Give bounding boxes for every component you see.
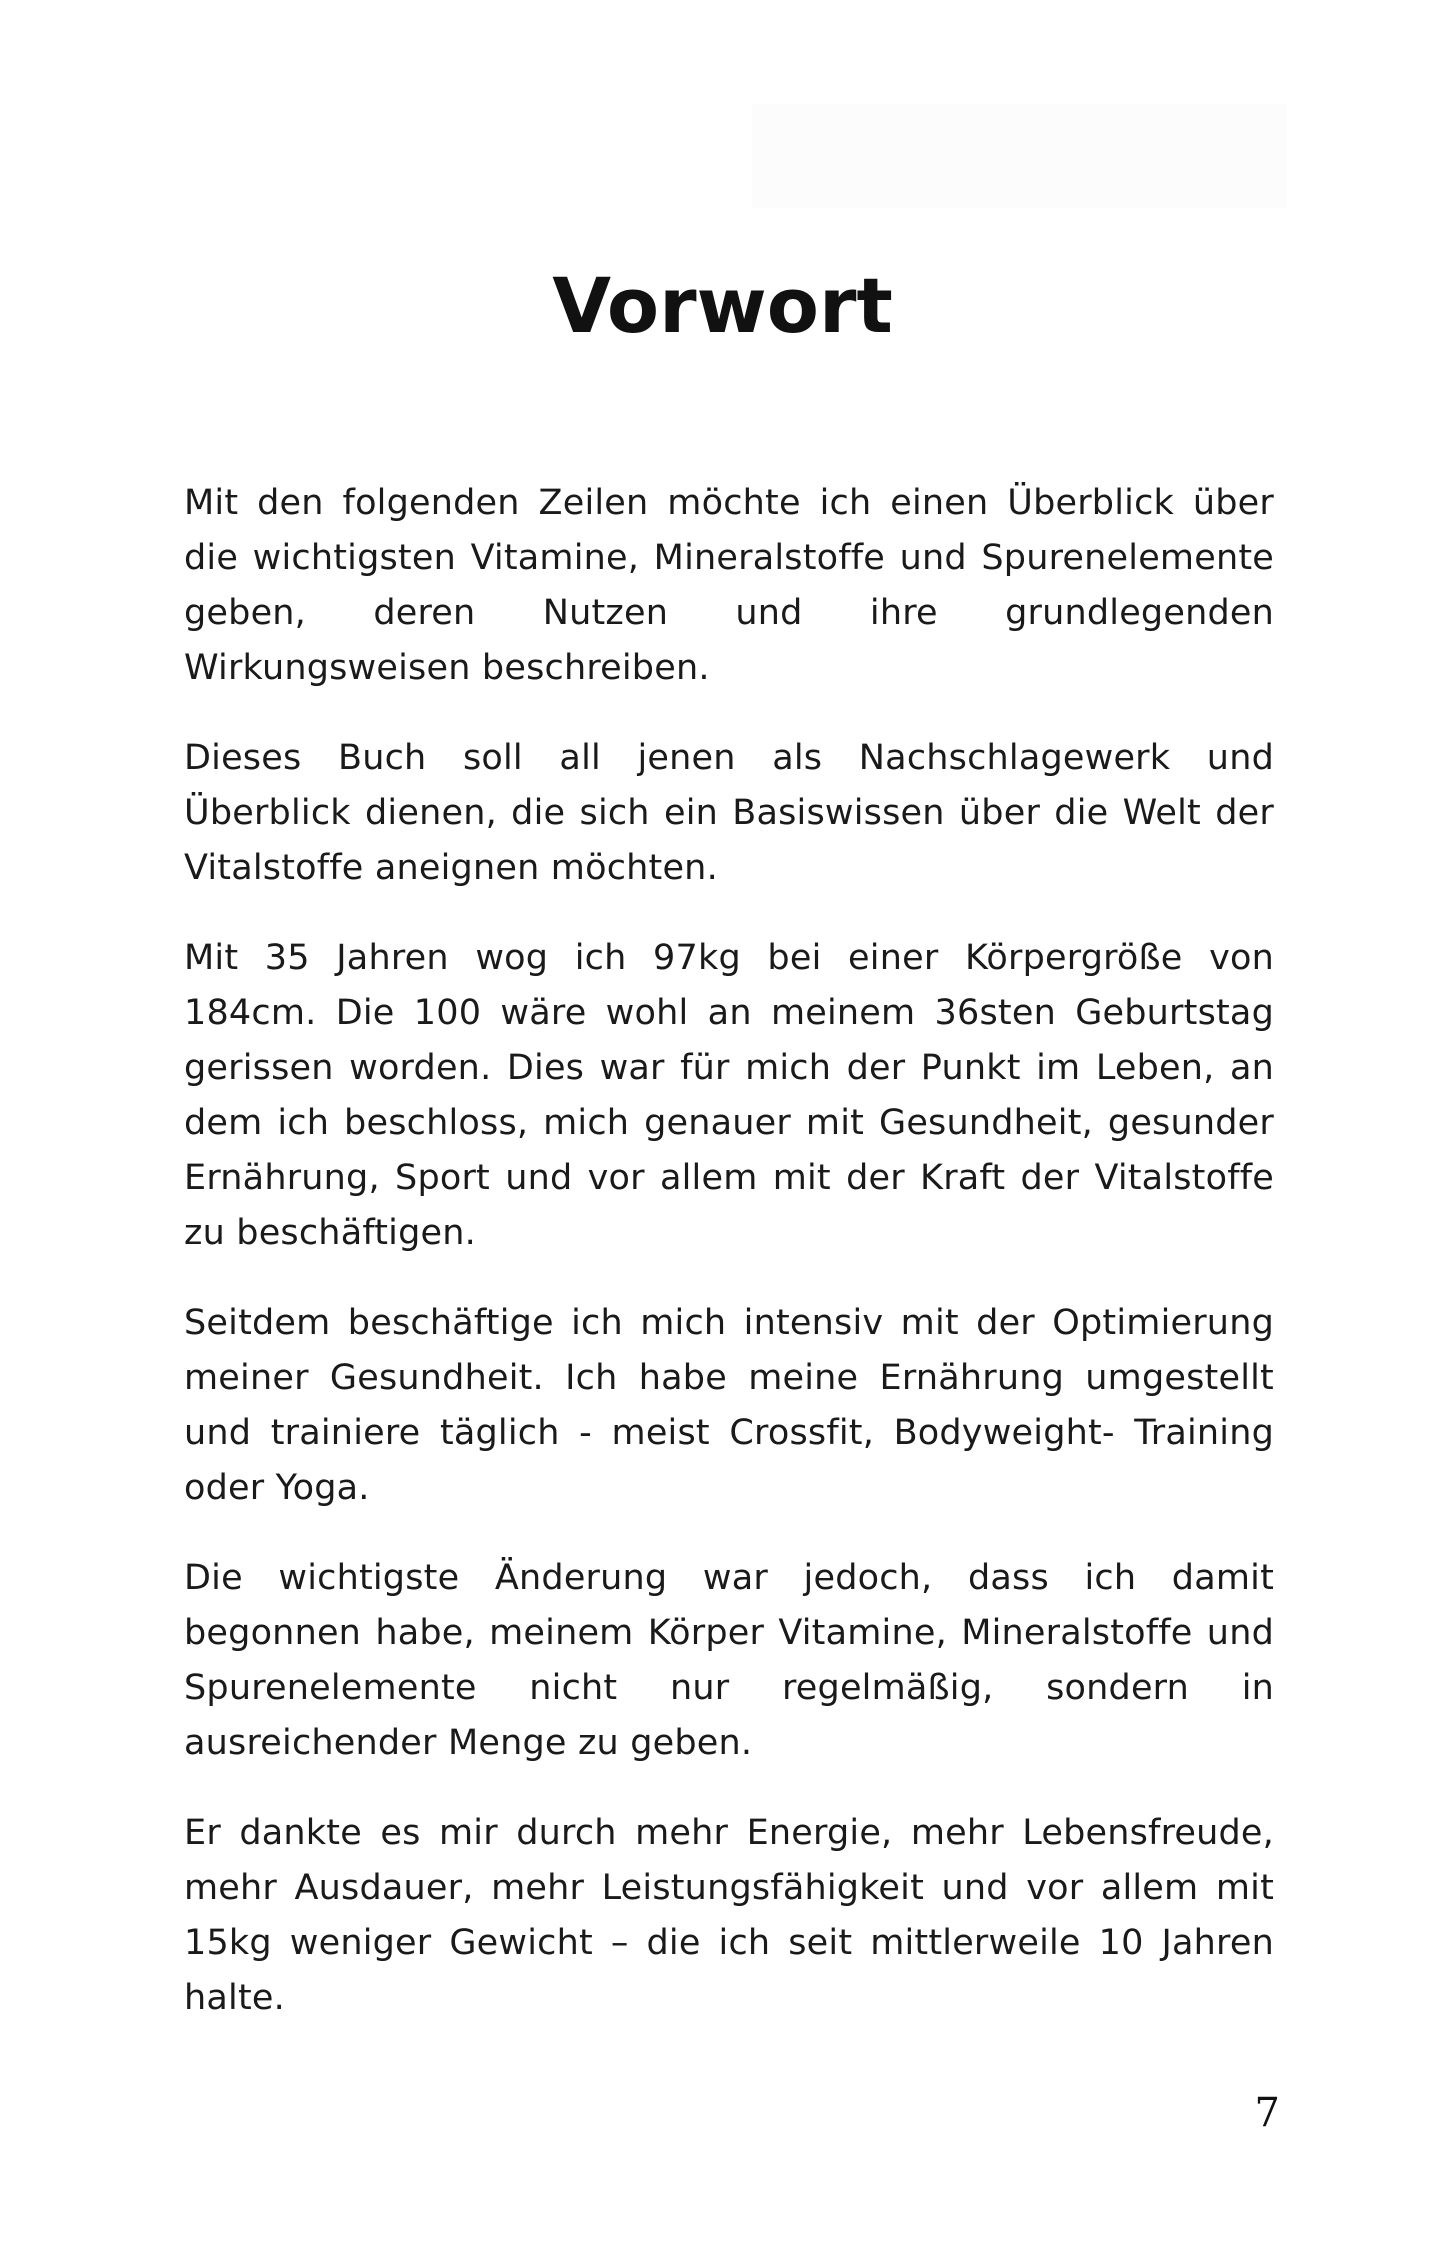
page-title: Vorwort [552, 261, 893, 350]
page-number: 7 [1254, 2090, 1280, 2136]
scan-shade [752, 104, 1287, 208]
body-text [184, 476, 1274, 2061]
paragraph: Mit 35 Jahren wog ich 97kg bei einer Körpergröße von 184cm. Die 100 wäre wohl an meinem 36sten Geburtstag gerissen worden. Dies war für mich der Punkt im Leben, an dem ich beschloss, mich genauer mit Gesundheit, gesunder Ernährung, Sport und vor allem mit der Kraft der Vitalstoffe zu beschäftigen. [184, 938, 1274, 1253]
paragraph: Seitdem beschäftige ich mich intensiv mit der Optimierung meiner Gesundheit. Ich habe meine Ernährung umgestellt und trainiere täglich - meist Crossfit, Bodyweight- Training oder Yoga. [184, 1303, 1274, 1508]
paragraph: Er dankte es mir durch mehr Energie, mehr Lebensfreude, mehr Ausdauer, mehr Leistungsfähigkeit und vor allem mit 15kg weniger Gewicht – die ich seit mittlerweile 10 Jahren halte. [184, 1813, 1274, 2018]
paragraph: Mit den folgenden Zeilen möchte ich einen Überblick über die wichtigsten Vitamine, Mineralstoffe und Spurenelemente geben, deren Nutzen und ihre grundlegenden Wirkungsweisen beschreiben. [184, 483, 1274, 688]
paragraph: Die wichtigste Änderung war jedoch, dass ich damit begonnen habe, meinem Körper Vitamine, Mineralstoffe und Spurenelemente nicht nur regelmäßig, sondern in ausreichender Menge zu geben. [184, 1558, 1274, 1763]
paragraph: Dieses Buch soll all jenen als Nachschlagewerk und Überblick dienen, die sich ein Basiswissen über die Welt der Vitalstoffe aneignen möchten. [184, 738, 1274, 888]
